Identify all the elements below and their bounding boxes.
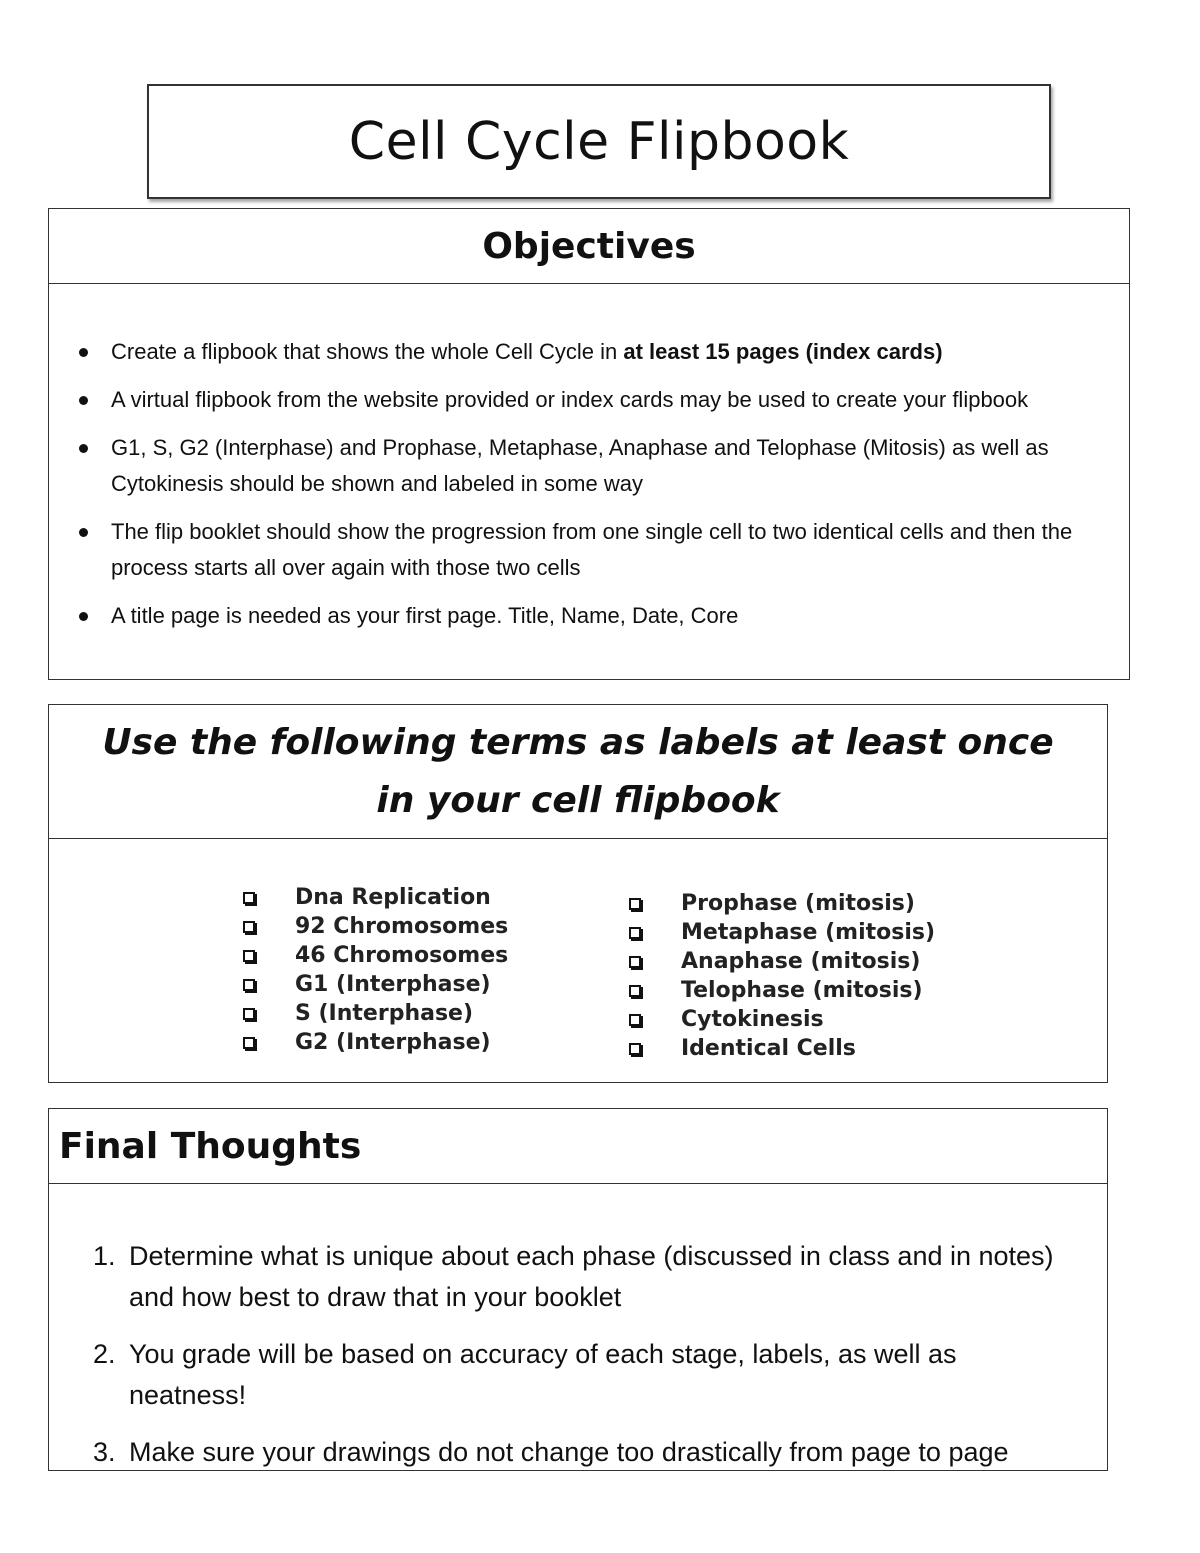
term-item [629, 1034, 935, 1063]
term-label: Dna Replication [295, 885, 491, 910]
term-item [629, 918, 935, 947]
checkbox-icon [243, 979, 255, 991]
term-item [629, 1005, 935, 1034]
objective-item [111, 382, 1089, 418]
final-thoughts-header [49, 1109, 1107, 1184]
term-label: Cytokinesis [681, 1007, 824, 1032]
checkbox-icon [629, 956, 641, 968]
term-label: S (Interphase) [295, 1001, 474, 1026]
objective-bold-text: at least 15 pages (index cards) [623, 339, 943, 364]
title-box [147, 84, 1051, 199]
item-number: 2. [93, 1339, 116, 1369]
final-thoughts-section [48, 1108, 1108, 1471]
term-item [243, 1028, 508, 1057]
final-thought-item [93, 1236, 1077, 1318]
objective-text: G1, S, G2 (Interphase) and Prophase, Metaphase, Anaphase and Telophase (Mitosis) as well as Cytokinesis should be shown and labeled in some way [111, 435, 1049, 496]
term-label: 46 Chromosomes [295, 943, 509, 968]
terms-left-list [243, 883, 508, 1057]
terms-right-list [629, 889, 935, 1063]
final-thought-item [93, 1334, 1077, 1416]
term-item [243, 912, 508, 941]
term-label: Anaphase (mitosis) [681, 949, 921, 974]
final-thoughts-list [49, 1184, 1107, 1473]
objective-item [111, 514, 1089, 586]
objective-text: Create a flipbook that shows the whole Cell Cycle in [111, 339, 624, 364]
objectives-list [49, 284, 1129, 634]
terms-header [49, 705, 1107, 839]
final-thought-text: Determine what is unique about each phase (discussed in class and in notes) and how best to draw that in your booklet [129, 1241, 1054, 1312]
term-label: G2 (Interphase) [295, 1030, 491, 1055]
term-label: 92 Chromosomes [295, 914, 509, 939]
checkbox-icon [243, 950, 255, 962]
objectives-section [48, 208, 1130, 680]
term-label: Metaphase (mitosis) [681, 920, 936, 945]
checkbox-icon [629, 898, 641, 910]
term-item [243, 941, 508, 970]
objectives-header [49, 209, 1129, 284]
term-item [243, 999, 508, 1028]
term-label: G1 (Interphase) [295, 972, 491, 997]
term-label: Identical Cells [681, 1036, 856, 1061]
objective-text: A title page is needed as your first page. Title, Name, Date, Core [111, 603, 739, 628]
objective-item [111, 598, 1089, 634]
final-thought-text: You grade will be based on accuracy of each stage, labels, as well as neatness! [129, 1339, 957, 1410]
objective-text: The flip booklet should show the progression from one single cell to two identical cells and then the process starts all over again with those two cells [111, 519, 1073, 580]
terms-section [48, 704, 1108, 1083]
objective-item [111, 334, 1089, 370]
final-thought-text: Make sure your drawings do not change too drastically from page to page [129, 1437, 1009, 1467]
terms-heading: Use the following terms as labels at least once in your cell flipbook [102, 721, 1054, 821]
checkbox-icon [629, 1043, 641, 1055]
checkbox-icon [243, 1037, 255, 1049]
page-title: Cell Cycle Flipbook [348, 111, 850, 172]
objective-item [111, 430, 1089, 502]
term-item [243, 970, 508, 999]
final-thought-item [93, 1432, 1077, 1473]
checkbox-icon [629, 927, 641, 939]
term-item [629, 889, 935, 918]
final-thoughts-heading: Final Thoughts [59, 1125, 362, 1167]
term-label: Prophase (mitosis) [681, 891, 915, 916]
checkbox-icon [629, 985, 641, 997]
term-item [629, 976, 935, 1005]
item-number: 1. [93, 1241, 116, 1271]
term-label: Telophase (mitosis) [681, 978, 923, 1003]
checkbox-icon [629, 1014, 641, 1026]
checkbox-icon [243, 1008, 255, 1020]
objectives-heading: Objectives [482, 225, 696, 267]
term-item [243, 883, 508, 912]
item-number: 3. [93, 1437, 116, 1467]
checkbox-icon [243, 921, 255, 933]
checkbox-icon [243, 892, 255, 904]
term-item [629, 947, 935, 976]
objective-text: A virtual flipbook from the website provided or index cards may be used to create your flipbook [111, 387, 1029, 412]
